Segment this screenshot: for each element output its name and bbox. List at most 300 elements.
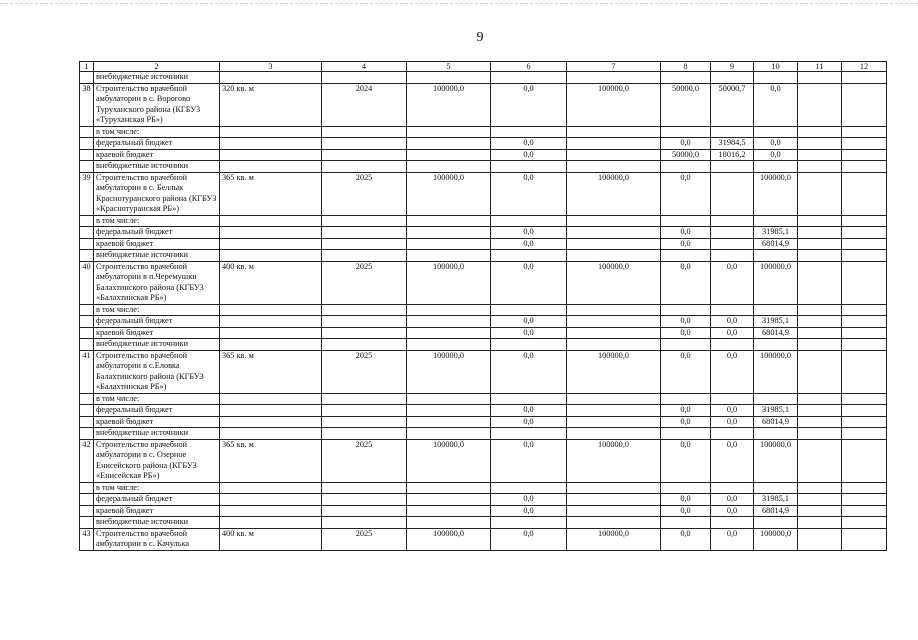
- column-header-10: 10: [754, 62, 798, 72]
- table-cell-col-11: [798, 316, 842, 328]
- table-cell-col-2: внебюджетные источники: [94, 250, 220, 262]
- table-cell-col-6: 0,0: [491, 327, 567, 339]
- table-cell-col-2: в том числе:: [94, 215, 220, 227]
- table-cell-col-4: [322, 250, 407, 262]
- table-cell-col-7: [567, 161, 661, 173]
- table-cell-col-9: 0,0: [711, 327, 754, 339]
- table-cell-col-11: [798, 393, 842, 405]
- table-cell-col-2: в том числе:: [94, 126, 220, 138]
- table-cell-col-1: [80, 72, 94, 84]
- table-cell-col-10: 68014,9: [754, 238, 798, 250]
- table-cell-col-10: 100000,0: [754, 350, 798, 393]
- table-row-sub: [80, 505, 887, 517]
- table-cell-col-3: [220, 428, 322, 440]
- table-cell-col-9: 0,0: [711, 494, 754, 506]
- table-cell-col-4: [322, 339, 407, 351]
- budget-table: [79, 61, 887, 551]
- table-cell-col-12: [842, 416, 887, 428]
- table-cell-col-7: 100000,0: [567, 350, 661, 393]
- column-header-4: 4: [322, 62, 407, 72]
- table-cell-col-3: [220, 339, 322, 351]
- table-cell-col-3: [220, 327, 322, 339]
- table-row-sub: [80, 138, 887, 150]
- table-cell-col-4: [322, 505, 407, 517]
- table-cell-col-4: [322, 405, 407, 417]
- table-cell-col-9: 31984,5: [711, 138, 754, 150]
- table-cell-col-11: [798, 482, 842, 494]
- table-cell-col-12: [842, 172, 887, 215]
- table-cell-col-9: 18016,2: [711, 149, 754, 161]
- table-cell-col-2: внебюджетные источники: [94, 428, 220, 440]
- table-cell-col-7: [567, 215, 661, 227]
- table-cell-col-2: краевой бюджет: [94, 327, 220, 339]
- table-cell-col-2: федеральный бюджет: [94, 316, 220, 328]
- table-cell-col-6: [491, 250, 567, 262]
- table-cell-col-2: в том числе:: [94, 482, 220, 494]
- table-cell-col-12: [842, 250, 887, 262]
- table-cell-col-10: 0,0: [754, 149, 798, 161]
- table-cell-col-7: [567, 393, 661, 405]
- table-cell-col-5: [407, 327, 491, 339]
- table-cell-col-4: 2025: [322, 261, 407, 304]
- table-cell-col-8: [661, 393, 711, 405]
- table-cell-col-11: [798, 350, 842, 393]
- table-cell-col-3: [220, 505, 322, 517]
- table-cell-col-10: 68014,9: [754, 327, 798, 339]
- table-cell-col-6: 0,0: [491, 261, 567, 304]
- table-cell-col-3: [220, 517, 322, 529]
- table-cell-col-5: 100000,0: [407, 528, 491, 550]
- table-cell-col-3: [220, 161, 322, 173]
- table-cell-col-10: [754, 72, 798, 84]
- table-cell-col-5: [407, 215, 491, 227]
- table-cell-col-9: 0,0: [711, 439, 754, 482]
- table-cell-col-10: 31985,1: [754, 405, 798, 417]
- table-cell-col-4: 2025: [322, 439, 407, 482]
- table-cell-col-7: [567, 72, 661, 84]
- table-cell-col-11: [798, 405, 842, 417]
- table-cell-col-3: [220, 405, 322, 417]
- table-cell-col-9: [711, 72, 754, 84]
- table-cell-col-4: [322, 327, 407, 339]
- table-cell-col-7: [567, 428, 661, 440]
- table-cell-col-12: [842, 327, 887, 339]
- table-cell-col-6: 0,0: [491, 172, 567, 215]
- table-cell-col-5: [407, 126, 491, 138]
- table-cell-col-8: 0,0: [661, 172, 711, 215]
- table-cell-col-4: 2025: [322, 172, 407, 215]
- table-cell-col-6: 0,0: [491, 416, 567, 428]
- table-cell-col-6: [491, 215, 567, 227]
- table-cell-col-9: [711, 482, 754, 494]
- table-cell-col-12: [842, 393, 887, 405]
- table-cell-col-11: [798, 528, 842, 550]
- table-cell-col-11: [798, 261, 842, 304]
- table-cell-col-1: [80, 428, 94, 440]
- table-cell-col-10: [754, 215, 798, 227]
- table-cell-col-12: [842, 350, 887, 393]
- table-cell-col-2: в том числе:: [94, 304, 220, 316]
- table-cell-col-3: [220, 126, 322, 138]
- table-cell-col-8: [661, 126, 711, 138]
- table-cell-col-12: [842, 528, 887, 550]
- table-cell-col-12: [842, 494, 887, 506]
- table-cell-col-1: [80, 482, 94, 494]
- table-cell-col-7: 100000,0: [567, 83, 661, 126]
- table-row-sub: [80, 304, 887, 316]
- table-cell-col-11: [798, 505, 842, 517]
- table-cell-col-3: [220, 149, 322, 161]
- table-cell-col-8: 0,0: [661, 528, 711, 550]
- table-cell-col-7: 100000,0: [567, 261, 661, 304]
- table-cell-col-2: краевой бюджет: [94, 416, 220, 428]
- table-cell-col-11: [798, 439, 842, 482]
- table-cell-col-10: 68014,9: [754, 505, 798, 517]
- table-cell-col-7: [567, 227, 661, 239]
- table-cell-col-1: [80, 416, 94, 428]
- table-cell-col-5: [407, 416, 491, 428]
- table-cell-col-7: [567, 327, 661, 339]
- table-cell-col-12: [842, 72, 887, 84]
- table-cell-col-5: [407, 405, 491, 417]
- table-cell-col-9: 0,0: [711, 416, 754, 428]
- table-cell-col-8: 0,0: [661, 261, 711, 304]
- column-header-5: 5: [407, 62, 491, 72]
- table-cell-col-6: 0,0: [491, 494, 567, 506]
- table-cell-col-1: 42: [80, 439, 94, 482]
- table-cell-col-11: [798, 227, 842, 239]
- table-cell-col-10: [754, 517, 798, 529]
- table-cell-col-12: [842, 227, 887, 239]
- table-cell-col-10: 68014,9: [754, 416, 798, 428]
- table-cell-col-8: 0,0: [661, 405, 711, 417]
- table-cell-col-3: [220, 72, 322, 84]
- table-cell-col-4: [322, 149, 407, 161]
- table-cell-col-7: [567, 138, 661, 150]
- table-cell-col-7: [567, 304, 661, 316]
- table-cell-col-2: федеральный бюджет: [94, 227, 220, 239]
- table-cell-col-5: [407, 149, 491, 161]
- table-cell-col-1: [80, 327, 94, 339]
- table-cell-col-10: 31985,1: [754, 316, 798, 328]
- table-cell-col-12: [842, 138, 887, 150]
- table-cell-col-11: [798, 416, 842, 428]
- table-row-sub: [80, 215, 887, 227]
- table-cell-col-8: 0,0: [661, 439, 711, 482]
- table-row-sub: [80, 393, 887, 405]
- table-cell-col-5: [407, 428, 491, 440]
- table-cell-col-12: [842, 405, 887, 417]
- table-cell-col-12: [842, 215, 887, 227]
- table-cell-col-11: [798, 138, 842, 150]
- table-cell-col-8: [661, 517, 711, 529]
- table-cell-col-4: [322, 215, 407, 227]
- table-cell-col-3: 365 кв. м: [220, 172, 322, 215]
- table-row-project: [80, 528, 887, 550]
- table-cell-col-9: 0,0: [711, 528, 754, 550]
- table-cell-col-7: 100000,0: [567, 172, 661, 215]
- table-cell-col-3: [220, 393, 322, 405]
- table-cell-col-8: 50000,0: [661, 83, 711, 126]
- table-row-sub: [80, 482, 887, 494]
- table-cell-col-6: [491, 428, 567, 440]
- table-cell-col-9: 0,0: [711, 350, 754, 393]
- table-cell-col-7: [567, 494, 661, 506]
- column-header-3: 3: [220, 62, 322, 72]
- table-cell-col-8: 0,0: [661, 316, 711, 328]
- table-cell-col-1: [80, 215, 94, 227]
- table-cell-col-12: [842, 149, 887, 161]
- table-cell-col-5: [407, 316, 491, 328]
- table-cell-col-5: [407, 393, 491, 405]
- table-cell-col-2: в том числе:: [94, 393, 220, 405]
- table-cell-col-9: 0,0: [711, 505, 754, 517]
- table-cell-col-9: [711, 172, 754, 215]
- table-cell-col-9: [711, 126, 754, 138]
- table-cell-col-8: [661, 250, 711, 262]
- table-cell-col-7: [567, 505, 661, 517]
- table-cell-col-4: [322, 161, 407, 173]
- table-cell-col-6: [491, 126, 567, 138]
- table-cell-col-5: [407, 494, 491, 506]
- table-cell-col-9: [711, 227, 754, 239]
- table-cell-col-5: [407, 505, 491, 517]
- table-cell-col-4: [322, 316, 407, 328]
- table-cell-col-7: [567, 416, 661, 428]
- table-cell-col-1: [80, 227, 94, 239]
- page-top-border: [0, 3, 918, 4]
- table-cell-col-6: [491, 72, 567, 84]
- table-row-sub: [80, 327, 887, 339]
- column-header-1: 1: [80, 62, 94, 72]
- table-cell-col-2: федеральный бюджет: [94, 494, 220, 506]
- table-cell-col-11: [798, 72, 842, 84]
- table-cell-col-11: [798, 172, 842, 215]
- table-cell-col-12: [842, 261, 887, 304]
- table-cell-col-11: [798, 304, 842, 316]
- table-cell-col-11: [798, 149, 842, 161]
- table-cell-col-1: 40: [80, 261, 94, 304]
- table-cell-col-1: 43: [80, 528, 94, 550]
- table-cell-col-10: 100000,0: [754, 261, 798, 304]
- table-cell-col-3: [220, 482, 322, 494]
- table-cell-col-3: [220, 238, 322, 250]
- table-cell-col-5: 100000,0: [407, 439, 491, 482]
- table-cell-col-4: [322, 304, 407, 316]
- page-number: 9: [476, 30, 484, 45]
- table-cell-col-10: [754, 393, 798, 405]
- table-cell-col-1: [80, 138, 94, 150]
- table-cell-col-7: [567, 126, 661, 138]
- table-cell-col-12: [842, 439, 887, 482]
- table-cell-col-6: 0,0: [491, 83, 567, 126]
- table-row-sub: [80, 416, 887, 428]
- table-cell-col-8: [661, 339, 711, 351]
- table-row-sub: [80, 517, 887, 529]
- table-cell-col-8: [661, 428, 711, 440]
- table-cell-col-12: [842, 505, 887, 517]
- table-cell-col-2: федеральный бюджет: [94, 405, 220, 417]
- table-cell-col-1: [80, 126, 94, 138]
- table-row-project: [80, 83, 887, 126]
- table-row-sub: [80, 405, 887, 417]
- table-cell-col-6: [491, 339, 567, 351]
- table-cell-col-2: федеральный бюджет: [94, 138, 220, 150]
- column-header-12: 12: [842, 62, 887, 72]
- table-row-project: [80, 350, 887, 393]
- table-cell-col-4: [322, 416, 407, 428]
- table-cell-col-9: [711, 304, 754, 316]
- table-cell-col-9: [711, 517, 754, 529]
- table-cell-col-5: 100000,0: [407, 83, 491, 126]
- table-row-sub: [80, 126, 887, 138]
- table-cell-col-4: [322, 238, 407, 250]
- table-cell-col-11: [798, 494, 842, 506]
- table-cell-col-3: 320 кв. м: [220, 83, 322, 126]
- table-cell-col-2: внебюджетные источники: [94, 72, 220, 84]
- table-cell-col-5: 100000,0: [407, 172, 491, 215]
- column-header-8: 8: [661, 62, 711, 72]
- table-cell-col-10: 0,0: [754, 83, 798, 126]
- table-cell-col-4: [322, 494, 407, 506]
- table-cell-col-10: [754, 161, 798, 173]
- table-row-project: [80, 261, 887, 304]
- table-cell-col-10: [754, 304, 798, 316]
- table-cell-col-3: 365 кв. м: [220, 350, 322, 393]
- table-cell-col-1: [80, 405, 94, 417]
- table-cell-col-3: [220, 138, 322, 150]
- table-row-sub: [80, 149, 887, 161]
- table-cell-col-7: [567, 316, 661, 328]
- table-row-sub: [80, 72, 887, 84]
- table-cell-col-8: [661, 215, 711, 227]
- table-cell-col-2: Строительство врачебной амбулатории в с. Озерное Енисейского района (КГБУЗ «Енисейская РБ»): [94, 439, 220, 482]
- table-cell-col-9: [711, 215, 754, 227]
- table-row-sub: [80, 316, 887, 328]
- table-cell-col-5: 100000,0: [407, 261, 491, 304]
- column-header-6: 6: [491, 62, 567, 72]
- table-cell-col-3: 400 кв. м: [220, 528, 322, 550]
- table-row-sub: [80, 339, 887, 351]
- table-cell-col-8: [661, 304, 711, 316]
- table-cell-col-4: [322, 482, 407, 494]
- table-cell-col-11: [798, 126, 842, 138]
- table-cell-col-8: 0,0: [661, 350, 711, 393]
- table-cell-col-6: 0,0: [491, 227, 567, 239]
- table-cell-col-11: [798, 428, 842, 440]
- table-cell-col-2: внебюджетные источники: [94, 161, 220, 173]
- table-cell-col-1: [80, 505, 94, 517]
- table-cell-col-6: 0,0: [491, 405, 567, 417]
- table-cell-col-1: [80, 517, 94, 529]
- table-cell-col-3: 365 кв. м: [220, 439, 322, 482]
- table-cell-col-2: Строительство врачебной амбулатории в с. Беллык Краснотуранского района (КГБУЗ «Краснотуранская РБ»): [94, 172, 220, 215]
- table-cell-col-10: [754, 428, 798, 440]
- table-cell-col-6: 0,0: [491, 149, 567, 161]
- table-cell-col-8: 50000,0: [661, 149, 711, 161]
- table-cell-col-4: [322, 428, 407, 440]
- table-cell-col-5: 100000,0: [407, 350, 491, 393]
- table-cell-col-12: [842, 428, 887, 440]
- table-cell-col-2: краевой бюджет: [94, 505, 220, 517]
- table-cell-col-10: [754, 339, 798, 351]
- table-cell-col-12: [842, 482, 887, 494]
- table-cell-col-1: [80, 316, 94, 328]
- table-cell-col-11: [798, 327, 842, 339]
- table-cell-col-7: 100000,0: [567, 439, 661, 482]
- table-cell-col-2: Строительство врачебной амбулатории в п.Черемушки Балахтинского района (КГБУЗ «Балахтинская РБ»): [94, 261, 220, 304]
- table-cell-col-1: 38: [80, 83, 94, 126]
- table-cell-col-11: [798, 83, 842, 126]
- table-cell-col-8: 0,0: [661, 327, 711, 339]
- table-cell-col-6: 0,0: [491, 238, 567, 250]
- table-row-sub: [80, 494, 887, 506]
- table-cell-col-5: [407, 517, 491, 529]
- table-cell-col-9: [711, 339, 754, 351]
- table-cell-col-3: [220, 316, 322, 328]
- table-cell-col-9: 0,0: [711, 405, 754, 417]
- table-cell-col-8: 0,0: [661, 416, 711, 428]
- table-cell-col-5: [407, 161, 491, 173]
- table-cell-col-7: [567, 250, 661, 262]
- table-cell-col-9: [711, 250, 754, 262]
- table-cell-col-2: краевой бюджет: [94, 149, 220, 161]
- table-cell-col-7: 100000,0: [567, 528, 661, 550]
- table-cell-col-9: [711, 393, 754, 405]
- table-cell-col-6: 0,0: [491, 138, 567, 150]
- table-cell-col-7: [567, 339, 661, 351]
- table-cell-col-12: [842, 304, 887, 316]
- table-cell-col-10: [754, 126, 798, 138]
- column-header-9: 9: [711, 62, 754, 72]
- table-cell-col-6: [491, 393, 567, 405]
- table-row-sub: [80, 227, 887, 239]
- table-row-project: [80, 172, 887, 215]
- table-cell-col-5: [407, 138, 491, 150]
- table-cell-col-1: [80, 339, 94, 351]
- table-cell-col-6: 0,0: [491, 505, 567, 517]
- table-cell-col-3: [220, 416, 322, 428]
- table-cell-col-9: 0,0: [711, 261, 754, 304]
- table-cell-col-5: [407, 339, 491, 351]
- table-cell-col-4: [322, 138, 407, 150]
- table-row-project: [80, 439, 887, 482]
- table-cell-col-6: 0,0: [491, 316, 567, 328]
- column-header-11: 11: [798, 62, 842, 72]
- table-cell-col-6: 0,0: [491, 439, 567, 482]
- table-cell-col-3: 400 кв. м: [220, 261, 322, 304]
- table-cell-col-1: [80, 304, 94, 316]
- table-cell-col-9: 0,0: [711, 316, 754, 328]
- table-cell-col-7: [567, 517, 661, 529]
- table-cell-col-8: [661, 482, 711, 494]
- table-cell-col-6: 0,0: [491, 528, 567, 550]
- table-cell-col-4: [322, 517, 407, 529]
- table-cell-col-3: [220, 494, 322, 506]
- table-cell-col-8: [661, 72, 711, 84]
- table-cell-col-2: краевой бюджет: [94, 238, 220, 250]
- table-cell-col-12: [842, 316, 887, 328]
- table-cell-col-10: 100000,0: [754, 439, 798, 482]
- table-cell-col-3: [220, 215, 322, 227]
- table-cell-col-7: [567, 238, 661, 250]
- table-cell-col-7: [567, 405, 661, 417]
- table-row-sub: [80, 161, 887, 173]
- table-cell-col-8: 0,0: [661, 138, 711, 150]
- table-cell-col-7: [567, 482, 661, 494]
- table-cell-col-4: 2025: [322, 528, 407, 550]
- table-cell-col-4: 2025: [322, 350, 407, 393]
